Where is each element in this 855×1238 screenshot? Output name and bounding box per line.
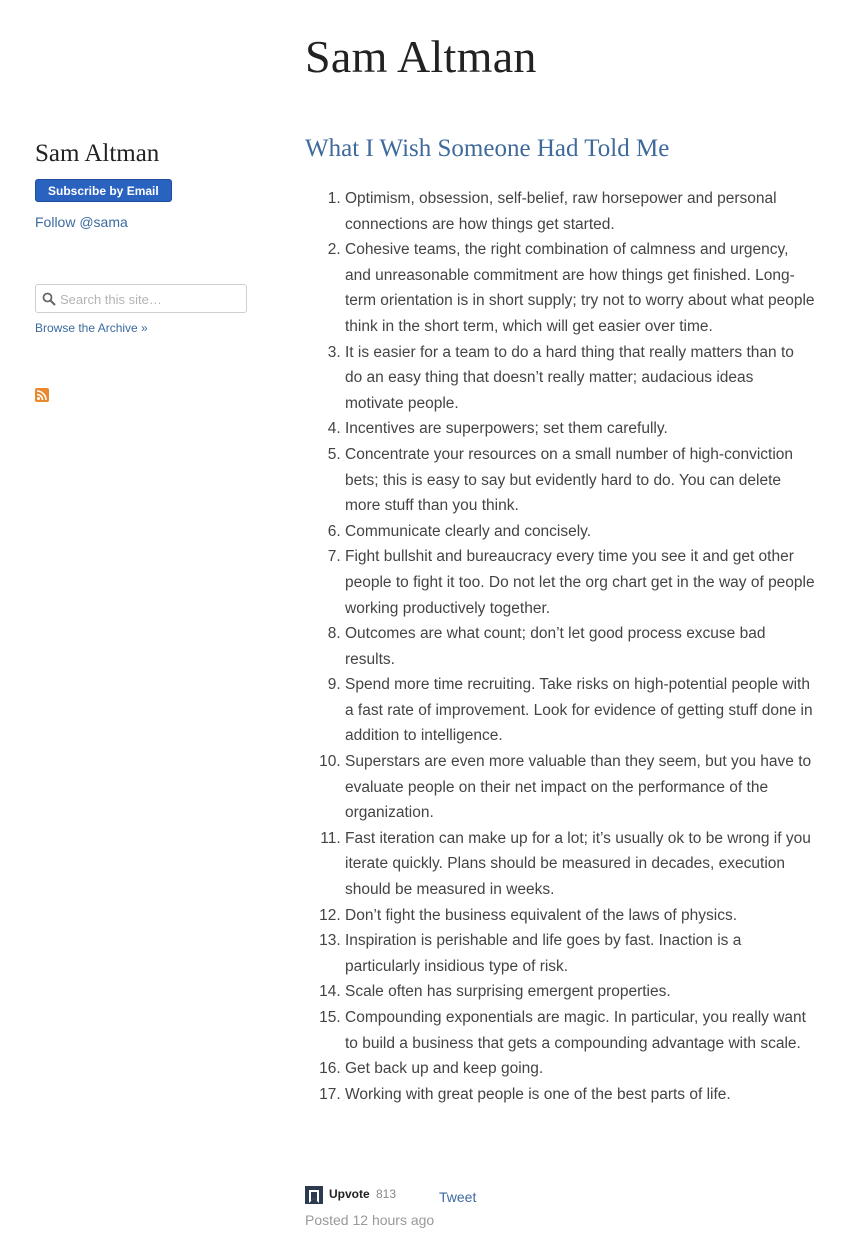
tweet-button[interactable]: Tweet: [439, 1189, 477, 1205]
list-item: 17. Working with great people is one of the best parts of life.: [345, 1082, 815, 1108]
list-item: 10. Superstars are even more valuable than they seem, but you have to evaluate people on their net impact on the performance of the organization.: [345, 749, 815, 826]
follow-link[interactable]: Follow @sama: [35, 214, 128, 230]
list-item: 9. Spend more time recruiting. Take risks on high-potential people with a fast rate of improvement. Look for evidence of getting stuff done in addition to intelligence.: [345, 672, 815, 749]
post-list: [305, 186, 815, 1107]
search-icon: [42, 292, 56, 306]
rss-icon[interactable]: [35, 388, 49, 402]
search-box[interactable]: [35, 284, 247, 313]
list-item: 15. Compounding exponentials are magic. In particular, you really want to build a business that gets a compounding advantage with scale.: [345, 1005, 815, 1056]
upvote-label[interactable]: Upvote: [329, 1187, 370, 1201]
list-item: 13. Inspiration is perishable and life goes by fast. Inaction is a particularly insidious type of risk.: [345, 928, 815, 979]
list-item: 7. Fight bullshit and bureaucracy every time you see it and get other people to fight it too. Do not let the org chart get in the way of people working productively together.: [345, 544, 815, 621]
list-item: 2. Cohesive teams, the right combination of calmness and urgency, and unreasonable commitment are how things get finished. Long-term orientation is in short supply; try not to worry about what people think in the short term, which will get easier over time.: [345, 237, 815, 339]
list-item: 14. Scale often has surprising emergent properties.: [345, 979, 815, 1005]
list-item: 8. Outcomes are what count; don’t let good process excuse bad results.: [345, 621, 815, 672]
list-item: 3. It is easier for a team to do a hard thing that really matters than to do an easy thing that doesn’t really matter; audacious ideas motivate people.: [345, 340, 815, 417]
list-item: 11. Fast iteration can make up for a lot; it’s usually ok to be wrong if you iterate quickly. Plans should be measured in decades, execution should be measured in weeks.: [345, 826, 815, 903]
post-content: [305, 134, 815, 1107]
site-title[interactable]: Sam Altman: [305, 31, 537, 82]
browse-archive-link[interactable]: Browse the Archive »: [35, 321, 148, 335]
upvote-icon: [305, 1186, 323, 1204]
list-item: 4. Incentives are superpowers; set them carefully.: [345, 416, 815, 442]
posted-timestamp: Posted 12 hours ago: [305, 1212, 435, 1228]
search-input[interactable]: [60, 289, 240, 309]
list-item: 5. Concentrate your resources on a small number of high-conviction bets; this is easy to say but evidently hard to do. You can delete more stuff than you think.: [345, 442, 815, 519]
sidebar-author-name: Sam Altman: [35, 140, 160, 167]
sidebar: [35, 138, 250, 335]
subscribe-by-email-button[interactable]: Subscribe by Email: [35, 179, 172, 202]
list-item: 1. Optimism, obsession, self-belief, raw horsepower and personal connections are how things get started.: [345, 186, 815, 237]
post-title[interactable]: What I Wish Someone Had Told Me: [305, 135, 670, 162]
list-item: 6. Communicate clearly and concisely.: [345, 519, 815, 545]
list-item: 12. Don’t fight the business equivalent of the laws of physics.: [345, 903, 815, 929]
upvote-count: 813: [376, 1187, 397, 1201]
list-item: 16. Get back up and keep going.: [345, 1056, 815, 1082]
